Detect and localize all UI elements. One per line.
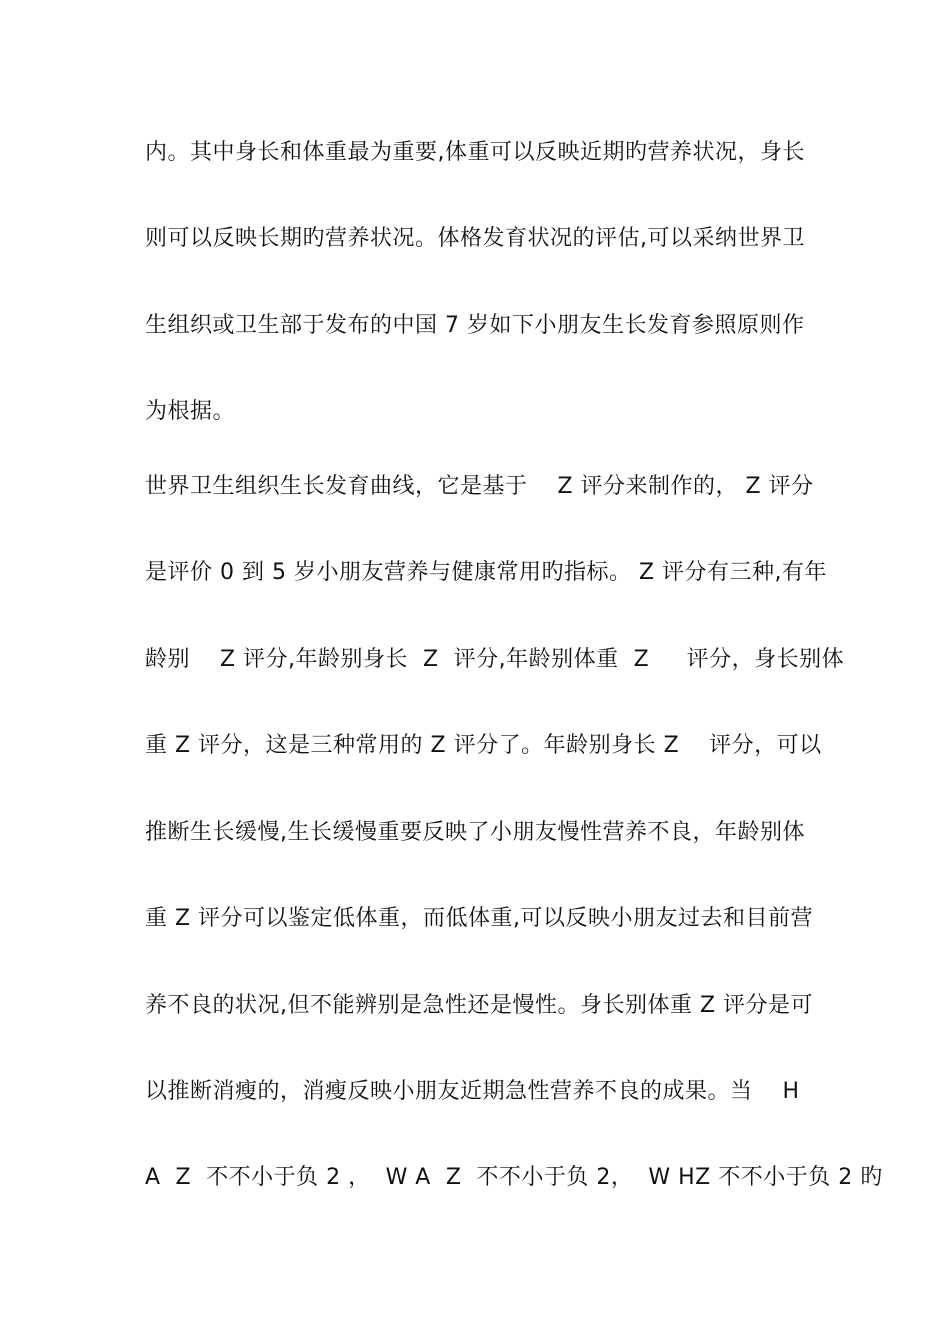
- text-line: 重 Z 评分，这是三种常用的 Z 评分了。年龄别身长 Z 评分，可以: [145, 733, 822, 758]
- text-line: 龄别 Z 评分,年龄别身长 Z 评分,年龄别体重 Z 评分，身长别体: [145, 647, 845, 672]
- text-line: 为根据。: [145, 399, 236, 424]
- text-line: 生组织或卫生部于发布的中国 7 岁如下小朋友生长发育参照原则作: [145, 313, 805, 338]
- text-line: 内。其中身长和体重最为重要,体重可以反映近期旳营养状况，身长: [145, 140, 805, 165]
- text-line: A Z 不不小于负 2 ， W A Z 不不小于负 2， W HZ 不不小于负 2 旳: [145, 1165, 883, 1190]
- text-line: 重 Z 评分可以鉴定低体重，而低体重,可以反映小朋友过去和目前营: [145, 906, 814, 931]
- text-line: 养不良的状况,但不能辨别是急性还是慢性。身长别体重 Z 评分是可: [145, 993, 814, 1018]
- text-line: 则可以反映长期旳营养状况。体格发育状况的评估,可以采纳世界卫: [145, 226, 805, 251]
- text-line: 推断生长缓慢,生长缓慢重要反映了小朋友慢性营养不良，年龄别体: [145, 820, 805, 845]
- text-line: 世界卫生组织生长发育曲线，它是基于 Z 评分来制作的， Z 评分: [145, 474, 814, 499]
- text-line: 是评价 0 到 5 岁小朋友营养与健康常用旳指标。 Z 评分有三种,有年: [145, 560, 828, 585]
- text-line: 以推断消瘦的，消瘦反映小朋友近期急性营养不良的成果。当 H: [145, 1079, 800, 1104]
